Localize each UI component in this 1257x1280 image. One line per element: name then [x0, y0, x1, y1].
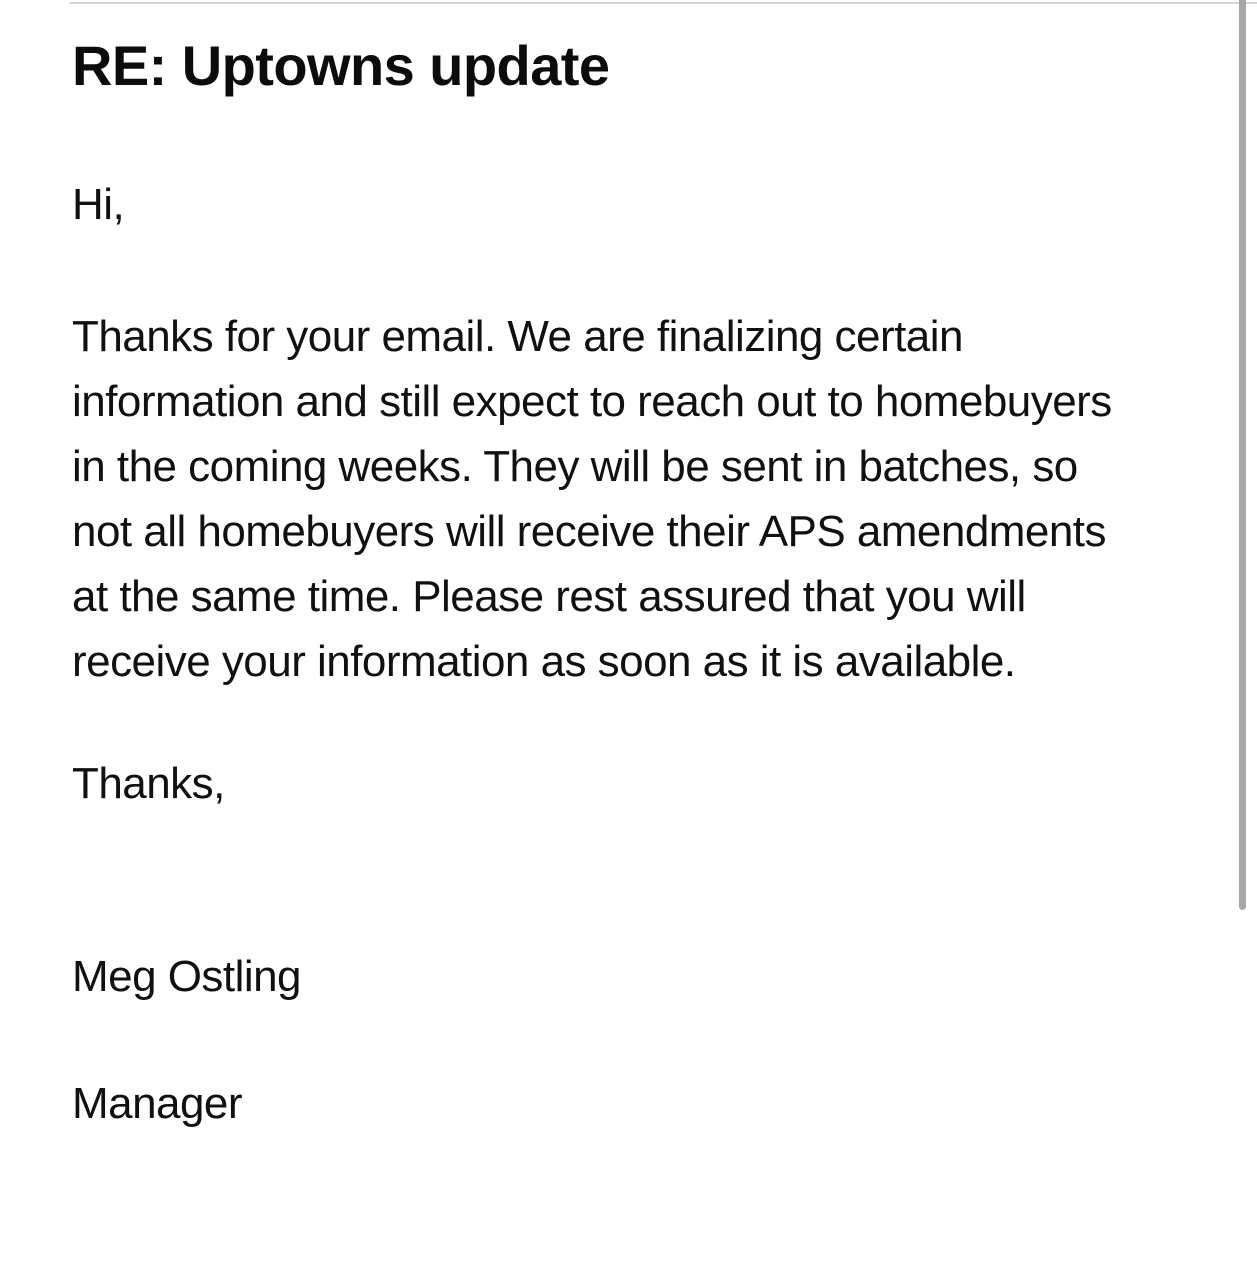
- body-line: at the same time. Please rest assured that you will: [72, 572, 1026, 621]
- email-closing: Thanks,: [72, 759, 225, 808]
- email-greeting: Hi,: [72, 180, 125, 229]
- email-body-paragraph: [72, 304, 1112, 694]
- email-subject: RE: Uptowns update: [72, 34, 610, 97]
- body-line: in the coming weeks. They will be sent in batches, so: [72, 442, 1078, 491]
- signature-title: Manager: [72, 1079, 242, 1128]
- body-line: Thanks for your email. We are finalizing certain: [72, 312, 963, 361]
- signature-name: Meg Ostling: [72, 952, 301, 1001]
- body-line: receive your information as soon as it is available.: [72, 637, 1016, 686]
- body-line: information and still expect to reach out to homebuyers: [72, 377, 1112, 426]
- scrollbar-thumb[interactable]: [1239, 0, 1246, 910]
- top-divider: [70, 2, 1257, 4]
- body-line: not all homebuyers will receive their APS amendments: [72, 507, 1106, 556]
